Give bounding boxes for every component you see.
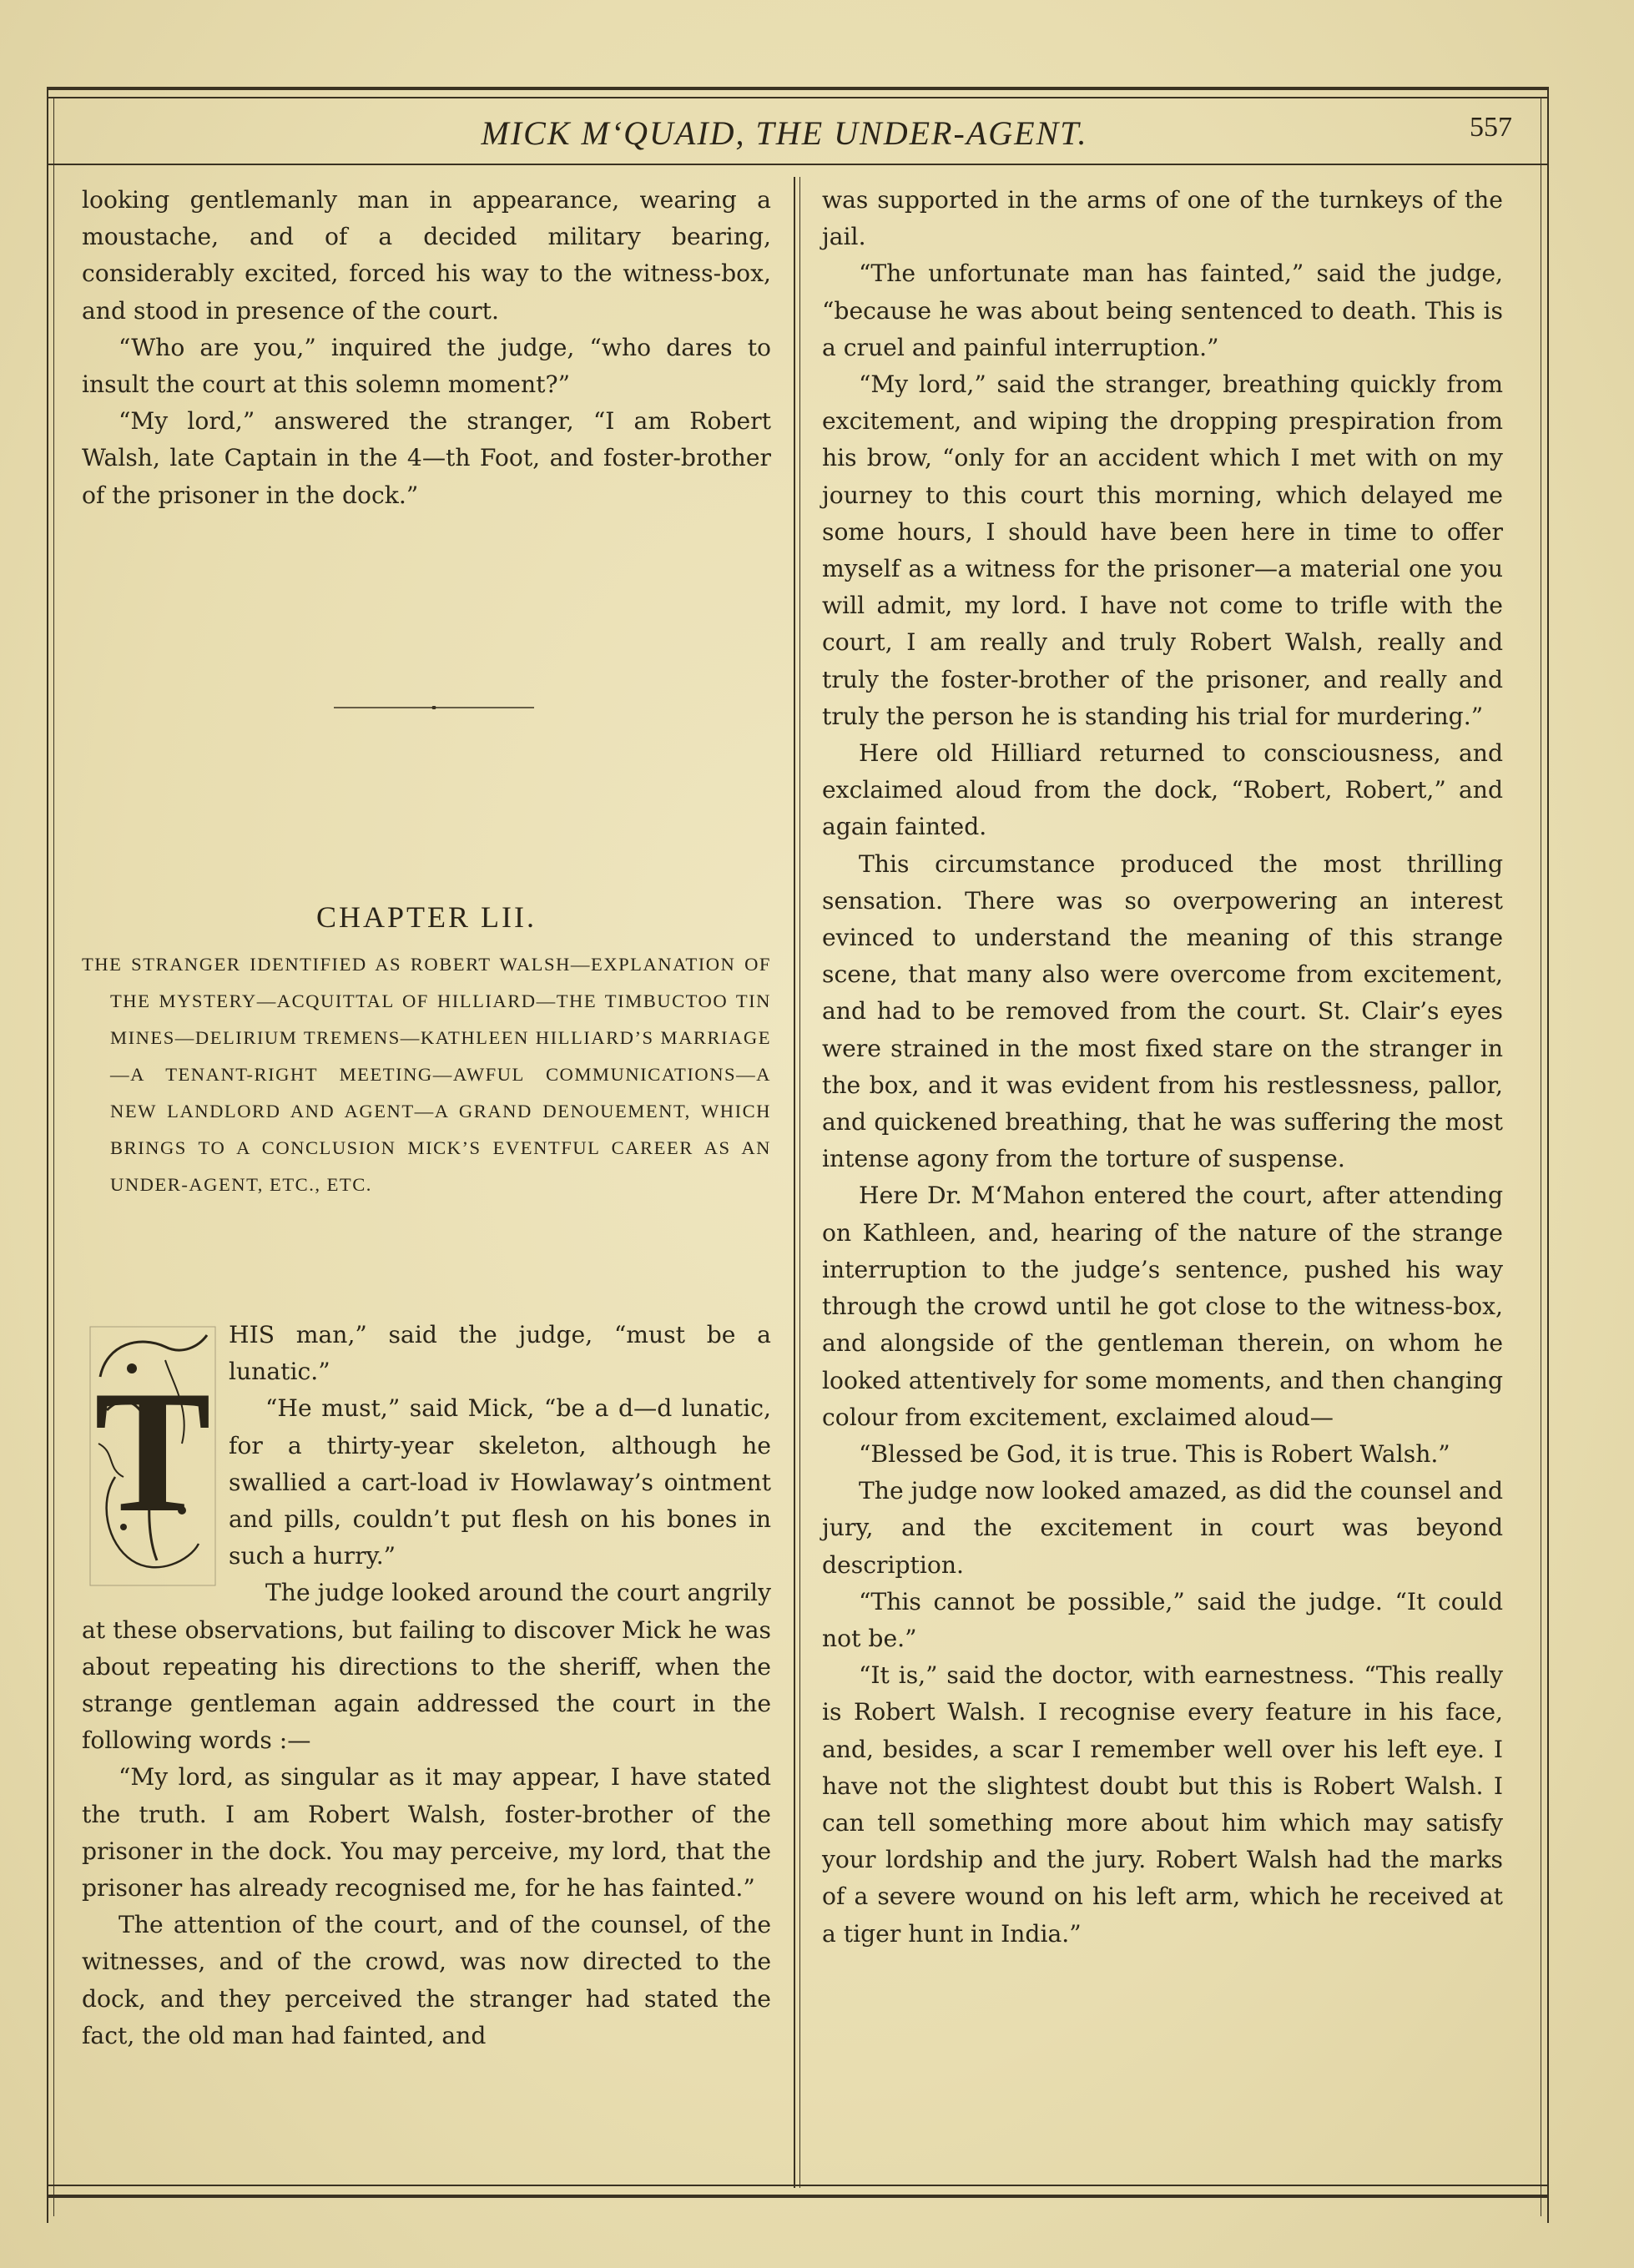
top-rule-thin <box>47 97 1549 98</box>
paragraph: “My lord,” answered the stranger, “I am Robert Walsh, late Captain in the 4—th Foot, and foster-brother of the prisoner in the dock.” <box>82 407 771 509</box>
paragraph: “My lord, as singular as it may appear, I have stated the truth. I am Robert Walsh, foster-brother of the prisoner in the dock. You may perceive, my lord, that the prisoner has already recognised me, for he has fainted.” <box>82 1763 771 1903</box>
paragraph: HIS man,” said the judge, “must be a lunatic.” <box>229 1321 771 1386</box>
paragraph: “Who are you,” inquired the judge, “who dares to insult the court at this solemn moment?” <box>82 333 771 399</box>
chapter-heading-block <box>82 900 771 1203</box>
paragraph: was supported in the arms of one of the turnkeys of the jail. <box>822 186 1503 251</box>
paragraph: The judge now looked amazed, as did the counsel and jury, and the excitement in court was beyond description. <box>822 1477 1503 1579</box>
chapter-opening <box>82 1317 771 2054</box>
paragraph: Here old Hilliard returned to consciousness, and exclaimed aloud from the dock, “Robert, Robert,” and again fainted. <box>822 739 1503 841</box>
page-number: 557 <box>1470 112 1512 143</box>
dropcap-letter: T <box>93 1355 212 1549</box>
paragraph: “Blessed be God, it is true. This is Robert Walsh.” <box>859 1439 1450 1468</box>
left-column-top <box>82 182 771 514</box>
running-title: MICK M‘QUAID, THE UNDER-AGENT. <box>481 114 1088 152</box>
right-border-rule <box>1547 87 1549 2223</box>
paragraph: This circumstance produced the most thrilling sensation. There was so overpowering an interest evinced to understand the meaning of this strange scene, that many also were overcome from excitement, and had to be removed from the court. St. Clair’s eyes were strained in the most fixed stare on the stranger in the box, and it was evident from his restlessness, pallor, and quickened breathing, that he was suffering the most intense agony from the torture of suspense. <box>822 849 1503 1173</box>
running-header <box>50 107 1519 157</box>
paragraph: “This cannot be possible,” said the judge. “It could not be.” <box>822 1587 1503 1652</box>
bottom-rule-thick <box>47 2195 1549 2198</box>
header-rule <box>47 164 1549 165</box>
column-divider <box>794 177 795 2188</box>
decorated-initial-graphic <box>82 1310 224 1602</box>
decorated-initial <box>82 1310 224 1602</box>
paragraph: The judge looked around the court angrily at these observations, but failing to discover Mick he was about repeating his directions to the sheriff, when the strange gentleman again addressed the court in the following words :— <box>82 1579 771 1755</box>
paragraph: “It is,” said the doctor, with earnestness. “This really is Robert Walsh. I recognise every feature in his face, and, besides, a scar I remember well over his left eye. I have not the slightest doubt but this is Robert Walsh. I can tell something more about him which may satisfy your lordship and the jury. Robert Walsh had the marks of a severe wound on his left arm, which he received at a tiger hunt in India.” <box>822 1661 1503 1948</box>
paragraph: “My lord,” said the stranger, breathing quickly from excitement, and wiping the dropping prespiration from his brow, “only for an accident which I met with on my journey to this court this morning, which delayed me some hours, I should have been here in time to offer myself as a witness for the prisoner—a material one you will admit, my lord. I have not come to trifle with the court, I am really and truly Robert Walsh, really and truly the foster-brother of the prisoner, and really and truly the person he is standing his trial for murdering.” <box>822 370 1503 730</box>
paragraph: The attention of the court, and of the counsel, of the witnesses, and of the crowd, was now directed to the dock, and they perceived the stranger had stated the fact, the old man had fainted, and <box>82 1911 771 2049</box>
paragraph: “The unfortunate man has fainted,” said the judge, “because he was about being sentenced to death. This is a cruel and painful interruption.” <box>822 260 1503 361</box>
paragraph: looking gentlemanly man in appearance, wearing a moustache, and of a decided military bearing, considerably excited, forced his way to the witness-box, and stood in presence of the court. <box>82 186 771 325</box>
top-rule-thick <box>47 87 1549 90</box>
separator-ornament <box>334 706 534 709</box>
chapter-title: CHAPTER LII. <box>316 900 537 934</box>
right-column <box>822 182 1503 1953</box>
bottom-rule-thin <box>47 2185 1549 2186</box>
chapter-synopsis: THE STRANGER IDENTIFIED AS ROBERT WALSH—EXPLANATION OF THE MYSTERY—ACQUITTAL OF HILLIARD—THE TIMBUCTOO TIN MINES—DELIRIUM TREMENS—KATHLEEN HILLIARD’S MARRIAGE—A TENANT-RIGHT MEETING—AWFUL COMMUNICATIONS—A NEW LANDLORD AND AGENT—A GRAND DENOUEMENT, WHICH BRINGS TO A CONCLUSION MICK’S EVENTFUL CAREER AS AN UNDER-AGENT, ETC., ETC. <box>82 954 771 1195</box>
left-border-rule <box>47 87 48 2223</box>
paragraph: “He must,” said Mick, “be a d—d lunatic, for a thirty-year skeleton, although he swallied a cart-load iv Howlaway’s ointment and pills, couldn’t put flesh on his bones in such a hurry.” <box>229 1394 771 1570</box>
paragraph: Here Dr. M‘Mahon entered the court, after attending on Kathleen, and, hearing of the nature of the strange interruption to the judge’s sentence, pushed his way through the crowd until he got close to the witness-box, and alongside of the gentleman therein, on whom he looked attentively for some moments, and then changing colour from excitement, exclaimed aloud— <box>822 1182 1503 1431</box>
left-border-rule-inner <box>53 97 54 2216</box>
column-divider-inner <box>799 177 800 2188</box>
